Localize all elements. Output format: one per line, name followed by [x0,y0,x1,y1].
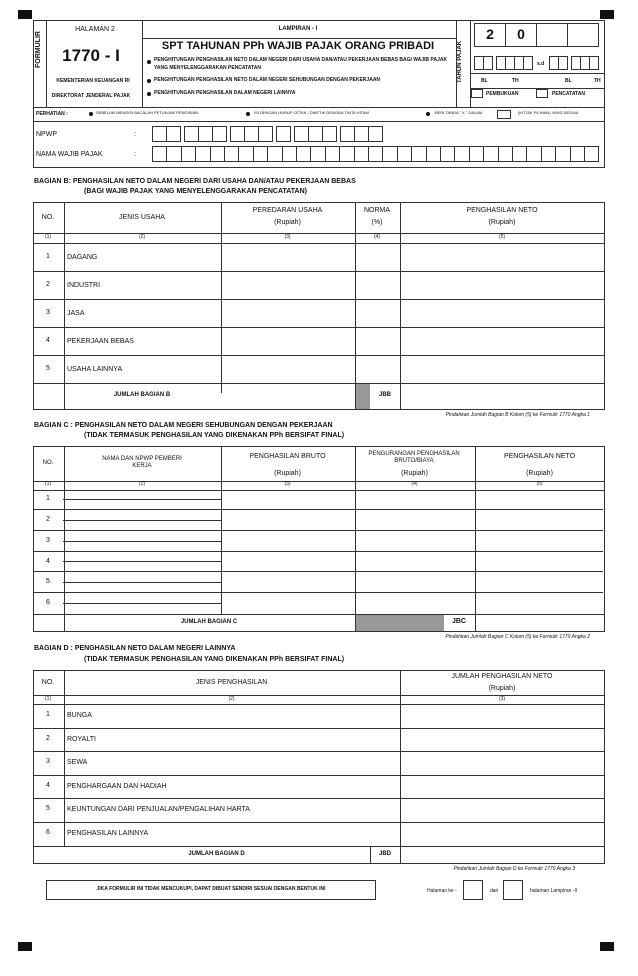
c-row-no: 6 [46,598,50,606]
char-box[interactable] [584,146,599,162]
char-box[interactable] [282,146,297,162]
perhatian-bullet-1 [89,112,93,116]
char-box[interactable] [440,146,455,162]
corner-mark-top-left [18,10,32,19]
b-subheader-peredaran: (Rupiah) [274,218,301,226]
d-total-label: JUMLAH BAGIAN D [188,850,245,857]
b-header-neto: PENGHASILAN NETO [466,206,538,214]
d-note: Pindahkan Jumlah Bagian D ke Formulir 1770 Angka 3 [453,866,575,872]
char-box[interactable] [570,146,585,162]
perhatian-bullet-3 [426,112,430,116]
char-box[interactable] [368,126,383,142]
halaman-ke-label: Halaman ke - [427,888,457,894]
perhatian-note-4: (KOTAK PILIHAN) YANG SESUAI [518,111,579,116]
d-subheader-neto: (Rupiah) [488,684,516,692]
char-box[interactable] [397,146,412,162]
char-box[interactable] [354,126,369,142]
d-total-input[interactable] [400,846,604,862]
char-box[interactable] [152,146,167,162]
d-header-neto: JUMLAH PENGHASILAN NETO [451,672,553,680]
bl-label-1: BL [481,78,488,84]
c-row-no: 4 [46,557,50,565]
pencatatan-label: PENCATATAN [552,91,585,97]
char-box[interactable] [244,126,259,142]
c-subheader-neto: (Rupiah) [526,469,553,477]
c-subheader-bruto: (Rupiah) [274,469,301,477]
char-box[interactable] [294,126,309,142]
bullet-2-text: PENGHITUNGAN PENGHASILAN NETO DALAM NEGERI SEHUBUNGAN DENGAN PEKERJAAN [154,77,381,83]
tahun-pajak-year[interactable] [474,23,600,47]
c-rows-lines [33,489,605,613]
b-total-label: JUMLAH BAGIAN B [113,392,171,399]
d-row-label: ROYALTI [67,736,96,743]
year-digit-2: 0 [517,26,525,42]
c-total-code: JBC [451,617,466,625]
c-colnum-5: (5) [536,480,543,487]
sd-label: s.d [537,61,545,67]
char-box[interactable] [166,146,181,162]
perhatian-note-1: SEBELUM MENGISI BACALAH PETUNJUK PENGISIAN [96,111,199,116]
bagian-b-title: BAGIAN B: PENGHASILAN NETO DALAM NEGERI DARI USAHA DAN/ATAU PEKERJAAN BEBAS [34,178,356,185]
d-total-code: JBD [378,850,391,857]
halaman-ke-input[interactable] [463,880,483,900]
b-colnum-5: (5) [498,234,506,241]
d-row-no: 5 [46,805,50,813]
c-colnum-1: (1) [44,480,52,487]
char-box[interactable] [230,126,245,142]
c-row-no: 1 [46,494,50,502]
tahun-pajak-label: TAHUN PAJAK [457,40,463,84]
char-box[interactable] [276,126,291,142]
b-note: Pindahkan Jumlah Bagian B Kolom (5) ke Formulir 1770 Angka 1 [445,412,590,418]
bullet-1-text: PENGHITUNGAN PENGHASILAN NETO DALAM NEGERI DARI USAHA DAN/ATAU PEKERJAAN BEBAS BAGI WAJIB PAJAK YANG MENYELENGGARAKAN PENCATATAN [154,57,448,71]
bagian-d-title: BAGIAN D : PENGHASILAN NETO DALAM NEGERI LAINNYA [34,645,236,652]
perhatian-note-3: BERI TANDA " X " DALAM [435,111,483,116]
d-row-label: SEWA [67,759,88,766]
total-halaman-input[interactable] [503,880,523,900]
th-label-1: TH [512,78,519,84]
c-subheader-pengurangan: (Rupiah) [401,469,428,477]
d-row-no: 4 [46,782,50,790]
pencatatan-checkbox[interactable] [536,89,548,98]
d-colnum-3: (3) [498,695,506,702]
char-box[interactable] [166,126,181,142]
b-row-label: JASA [67,309,85,317]
b-colnum-4: (4) [373,234,381,241]
corner-mark-bottom-right [600,942,614,951]
d-colnum-1: (1) [44,695,52,702]
b-row-no: 5 [46,364,50,372]
char-box[interactable] [541,146,556,162]
char-box[interactable] [354,146,369,162]
b-row-label: USAHA LAINNYA [67,365,123,373]
th-label-2: TH [594,78,601,84]
b-row-label: PEKERJAAN BEBAS [67,337,134,345]
b-total-code: JBB [378,392,391,399]
char-box[interactable] [253,146,268,162]
d-row-label: BUNGA [67,712,92,719]
year-digit-1: 2 [486,26,494,42]
page-title: SPT TAHUNAN PPh WAJIB PAJAK ORANG PRIBADI [161,40,435,52]
c-row-no: 2 [46,515,50,523]
char-box[interactable] [258,126,273,142]
bullet-3 [147,92,151,96]
char-box[interactable] [411,146,426,162]
c-total-label: JUMLAH BAGIAN C [180,618,238,625]
corner-mark-top-right [600,10,614,19]
bagian-d-subtitle: (TIDAK TERMASUK PENGHASILAN YANG DIKENAKAN PPh BERSIFAT FINAL) [84,656,345,663]
char-box[interactable] [212,126,227,142]
c-colnum-2: (2) [138,480,146,487]
char-box[interactable] [454,146,469,162]
b-header-norma: NORMA [363,206,391,214]
form-number: 1770 - I [62,46,120,65]
char-box[interactable] [198,126,213,142]
c-colnum-3: (3) [284,480,291,487]
b-total-input[interactable] [400,384,604,408]
char-box[interactable] [382,146,397,162]
char-box[interactable] [322,126,337,142]
npwp-colon: : [134,131,136,138]
d-row-label: PENGHASILAN LAINNYA [67,830,149,837]
c-header-pengurangan: PENGURANGAN PENGHASILAN BRUTO/BIAYA [368,451,460,464]
b-colnum-1: (1) [44,234,52,241]
bagian-c-title: BAGIAN C : PENGHASILAN NETO DALAM NEGERI SEHUBUNGAN DENGAN PEKERJAAN [34,422,333,429]
perhatian-note-2: ISI DENGAN HURUF CETAK / DIKETIK DENGAN TINTA HITAM [254,111,369,116]
formulir-label: FORMULIR [35,31,42,69]
char-box[interactable] [325,146,340,162]
char-box[interactable] [310,146,325,162]
bagian-b-subtitle: (BAGI WAJIB PAJAK YANG MENYELENGGARAKAN PENCATATAN) [84,188,307,195]
pembukuan-label: PEMBUKUAN [486,91,519,97]
halaman-label: HALAMAN 2 [75,26,115,33]
char-box[interactable] [483,146,498,162]
char-box[interactable] [340,126,355,142]
char-box[interactable] [195,146,210,162]
lampiran-ii-label: halaman Lampiran -II [530,888,578,894]
d-row-no: 6 [46,829,50,837]
char-box[interactable] [469,146,484,162]
c-colnum-4: (4) [411,480,418,487]
bl-label-2: BL [565,78,572,84]
perhatian-bullet-2 [246,112,250,116]
nama-colon: : [134,151,136,158]
b-row-label: DAGANG [67,253,98,261]
perhatian-example-box [497,110,511,119]
char-box[interactable] [224,146,239,162]
b-subheader-neto: (Rupiah) [488,218,516,226]
pembukuan-checkbox[interactable] [471,89,483,98]
directorate-label: DIREKTORAT JENDERAL PAJAK [51,93,131,99]
dari-label: dari [490,888,499,894]
b-row-no: 4 [46,336,50,344]
char-box[interactable] [181,146,196,162]
d-row-no: 3 [46,758,50,766]
d-row-label: KEUNTUNGAN DARI PENJUALAN/PENGALIHAN HARTA [67,806,250,813]
b-colnum-3: (3) [284,234,291,241]
char-box[interactable] [210,146,225,162]
bullet-3-text: PENGHITUNGAN PENGHASILAN DALAM NEGERI LAINNYA [154,90,296,96]
char-box[interactable] [184,126,199,142]
c-header-neto: PENGHASILAN NETO [503,452,576,460]
c-note: Pindahkan Jumlah Bagian C Kolom (5) ke Formulir 1770 Angka 2 [445,634,590,640]
perhatian-label: PERHATIAN : [36,111,68,117]
bagian-c-subtitle: (TIDAK TERMASUK PENGHASILAN YANG DIKENAKAN PPh BERSIFAT FINAL) [84,432,345,439]
c-header-bruto: PENGHASILAN BRUTO [249,452,326,460]
b-row-label: INDUSTRI [67,281,101,289]
char-box[interactable] [498,146,513,162]
bullet-2 [147,79,151,83]
corner-mark-bottom-left [18,942,32,951]
npwp-input[interactable] [152,126,452,142]
nama-label: NAMA WAJIB PAJAK [36,151,103,158]
bullet-1 [147,60,151,64]
periode-end[interactable] [549,56,605,71]
c-total-input[interactable] [475,614,604,630]
char-box[interactable] [238,146,253,162]
d-row-no: 1 [46,711,50,719]
char-box[interactable] [339,146,354,162]
nama-input[interactable] [152,146,602,162]
char-box[interactable] [267,146,282,162]
periode-start[interactable] [474,56,532,71]
char-box[interactable] [296,146,311,162]
lampiran-label: LAMPIRAN - I [278,26,318,32]
b-header-peredaran: PEREDARAN USAHA [252,206,323,214]
char-box[interactable] [512,146,527,162]
char-box[interactable] [555,146,570,162]
ministry-label: KEMENTERIAN KEUANGAN RI [56,78,130,84]
d-row-no: 2 [46,735,50,743]
c-row-no: 5 [46,577,50,585]
b-row-no: 2 [46,280,50,288]
d-header-jenis: JENIS PENGHASILAN [195,678,268,686]
npwp-label: NPWP [36,131,57,138]
char-box[interactable] [526,146,541,162]
b-colnum-2: (2) [138,234,146,241]
char-box[interactable] [368,146,383,162]
footer-notice: JIKA FORMULIR INI TIDAK MENCUKUPI, DAPAT DIBUAT SENDIRI SESUAI DENGAN BENTUK INI [96,886,326,893]
d-colnum-2: (2) [228,695,235,702]
char-box[interactable] [308,126,323,142]
char-box[interactable] [426,146,441,162]
d-header-no: NO. [41,678,55,686]
c-row-no: 3 [46,536,50,544]
d-row-label: PENGHARGAAN DAN HADIAH [67,783,167,790]
b-subheader-norma: (%) [371,218,383,226]
char-box[interactable] [152,126,167,142]
b-header-jenis-usaha: JENIS USAHA [119,213,165,221]
b-row-no: 3 [46,308,50,316]
c-header-nama: NAMA DAN NPWP PEMBERI KERJA [102,456,182,469]
b-header-no: NO. [41,213,55,221]
b-row-no: 1 [46,252,50,260]
c-header-no: NO. [42,460,54,467]
